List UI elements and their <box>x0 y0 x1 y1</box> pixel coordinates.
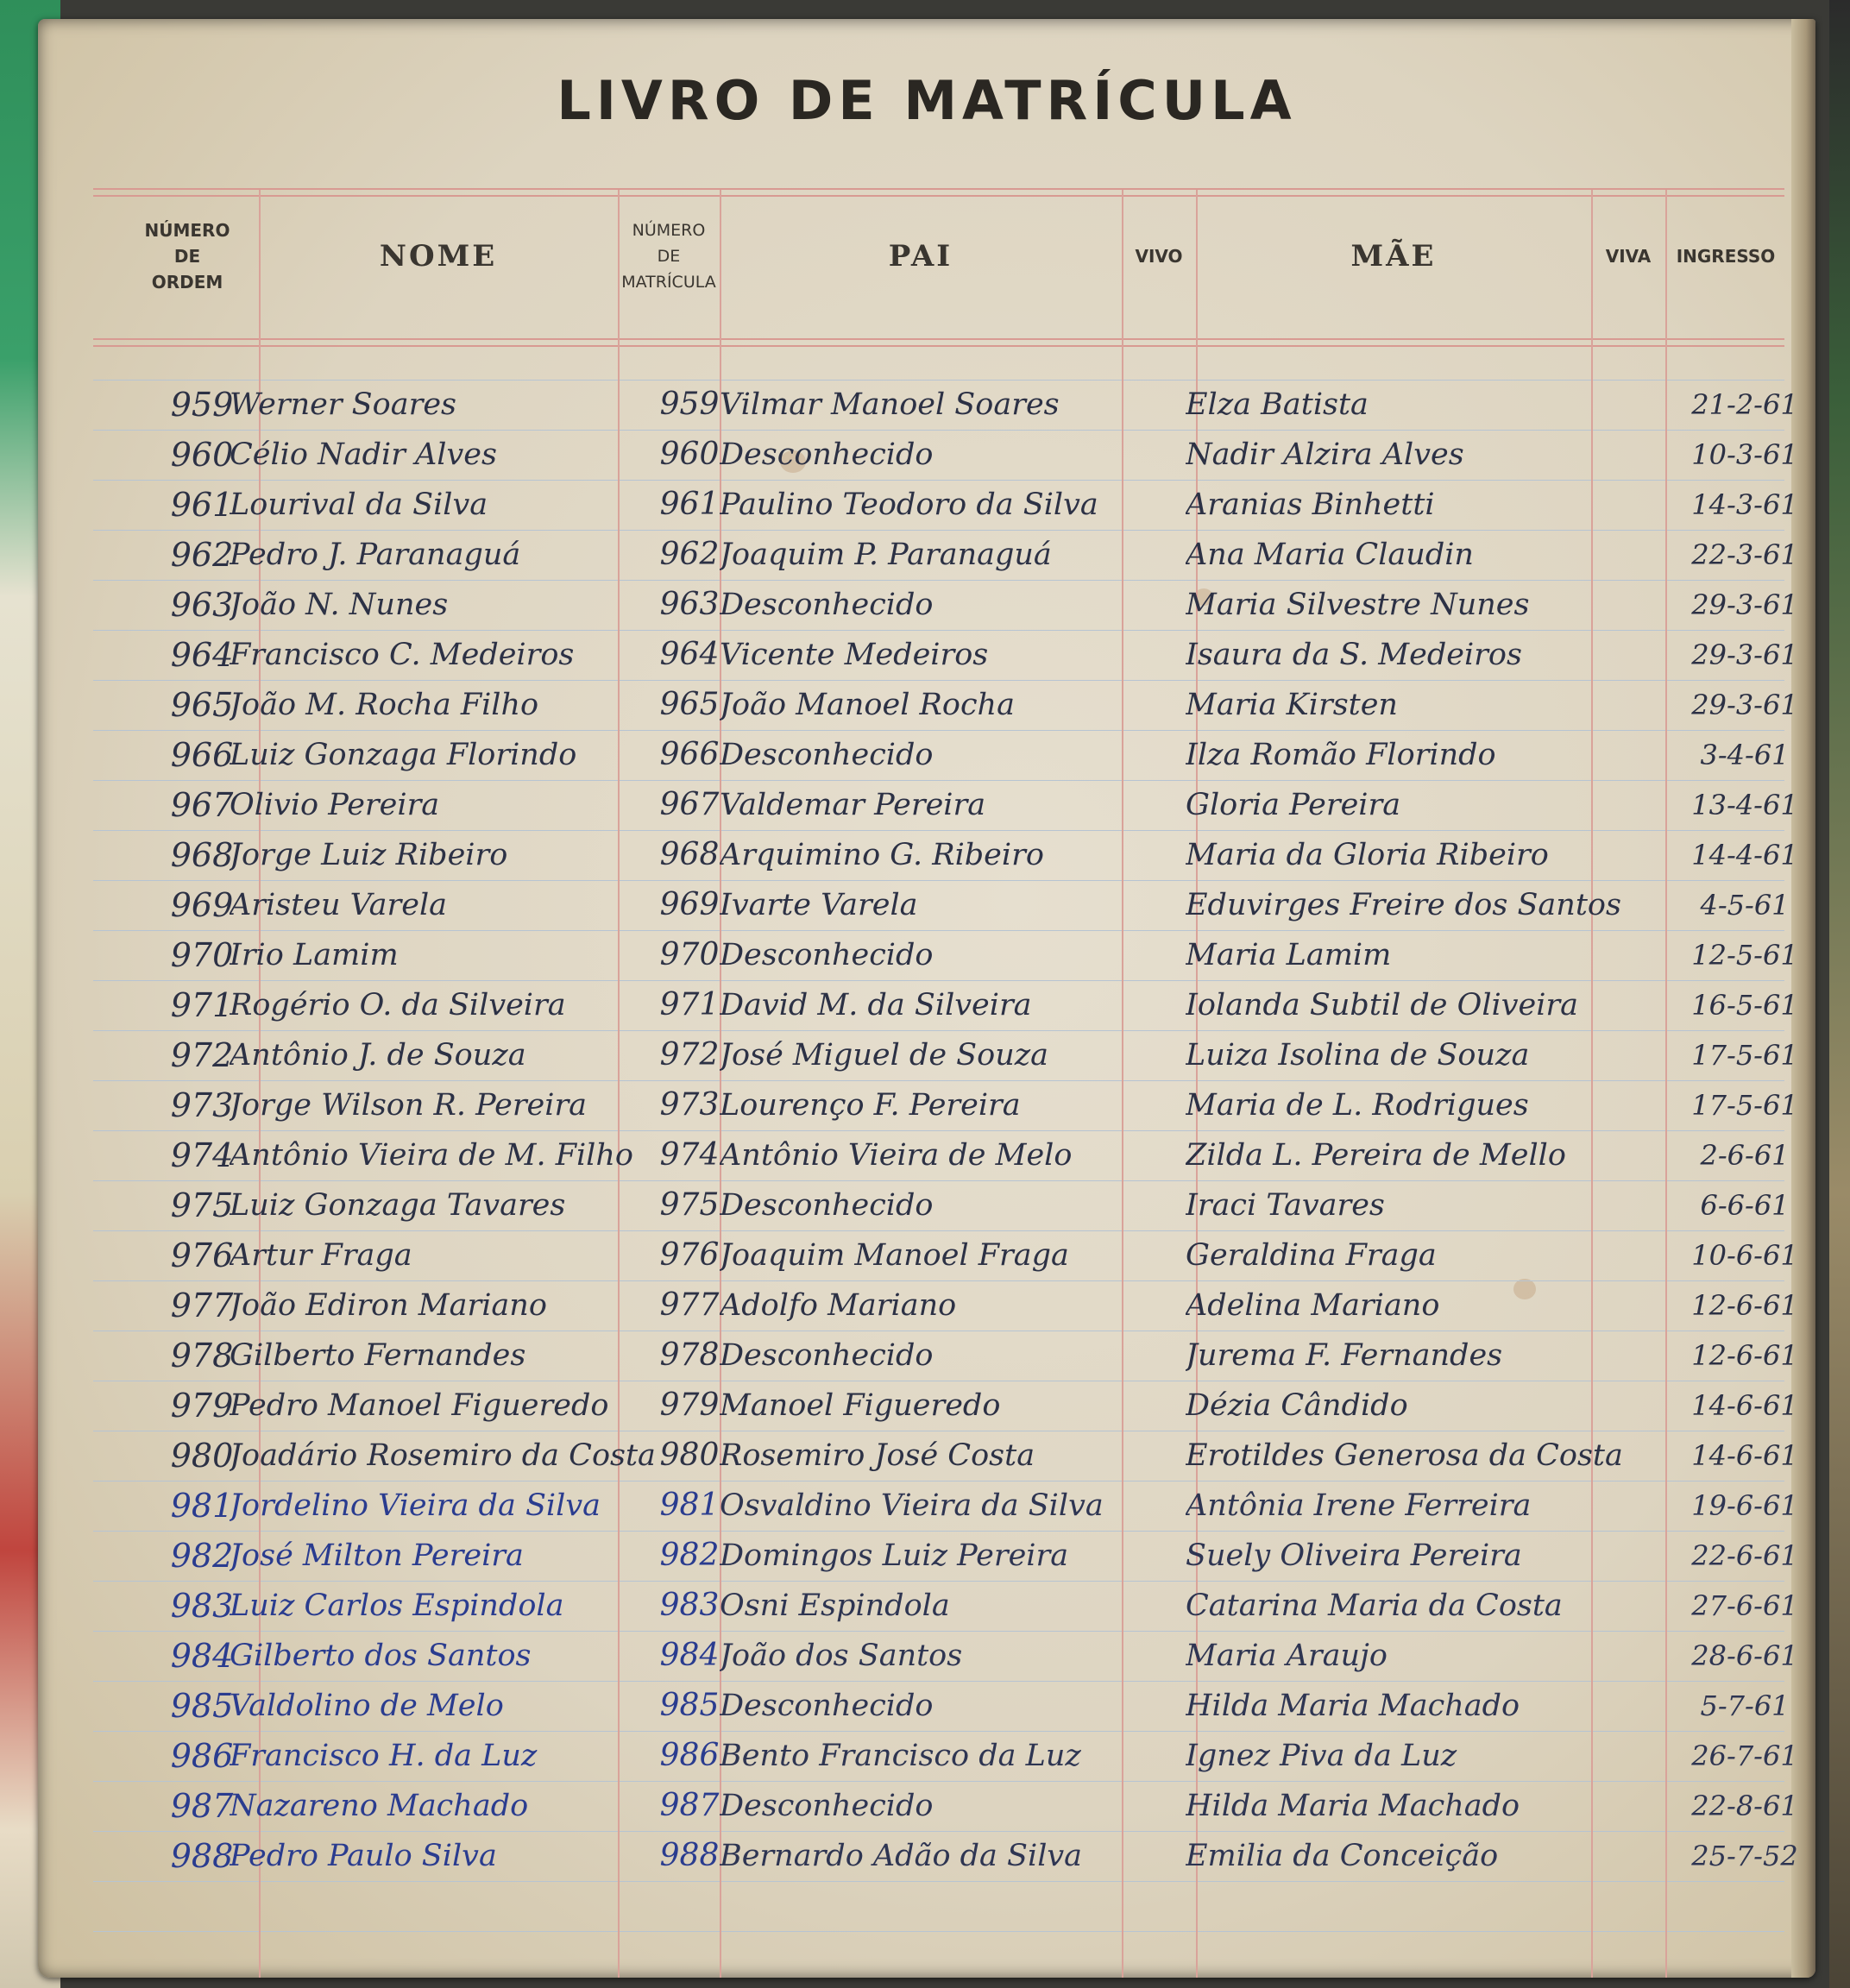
cell-ingresso: 28-6-61 <box>1691 1639 1798 1672</box>
cell-pai: Domingos Luiz Pereira <box>720 1538 1069 1573</box>
cell-numero-ordem: 986 <box>170 1737 234 1775</box>
cell-mae: Erotildes Generosa da Costa <box>1186 1438 1623 1473</box>
ledger-page <box>38 19 1815 1978</box>
cell-numero-ordem: 980 <box>170 1437 234 1475</box>
cell-mae: Iolanda Subtil de Oliveira <box>1186 988 1578 1022</box>
cell-numero-ordem: 988 <box>170 1837 234 1875</box>
cell-ingresso: 19-6-61 <box>1691 1489 1798 1522</box>
cell-numero-ordem: 974 <box>170 1136 234 1174</box>
cell-mae: Hilda Maria Machado <box>1186 1789 1520 1823</box>
cell-numero-matricula: 969 <box>659 887 720 922</box>
cell-pai: Valdemar Pereira <box>720 788 986 822</box>
cell-numero-ordem: 968 <box>170 836 234 874</box>
table-row <box>38 380 1815 430</box>
header-top-rule-double <box>93 195 1784 197</box>
cell-mae: Nadir Alzira Alves <box>1186 437 1464 472</box>
cell-numero-matricula: 974 <box>659 1137 720 1173</box>
background-fabric-right <box>1829 0 1850 1988</box>
table-row <box>38 1431 1815 1481</box>
cell-mae: Jurema F. Fernandes <box>1186 1338 1503 1373</box>
cell-numero-matricula: 959 <box>659 387 720 422</box>
table-row <box>38 580 1815 630</box>
cell-nome: Gilberto dos Santos <box>230 1639 532 1673</box>
cell-numero-matricula: 977 <box>659 1287 720 1323</box>
table-row <box>38 530 1815 580</box>
cell-pai: Desconhecido <box>720 588 934 622</box>
cell-ingresso: 29-3-61 <box>1691 588 1798 621</box>
table-row <box>38 1180 1815 1230</box>
cell-mae: Antônia Irene Ferreira <box>1186 1488 1532 1523</box>
cell-numero-matricula: 976 <box>659 1237 720 1273</box>
cell-nome: Antônio Vieira de M. Filho <box>230 1138 633 1173</box>
cell-nome: Luiz Gonzaga Tavares <box>230 1188 566 1223</box>
cell-mae: Isaura da S. Medeiros <box>1186 638 1522 672</box>
cell-mae: Geraldina Fraga <box>1186 1238 1437 1273</box>
table-row <box>38 1481 1815 1531</box>
cell-numero-ordem: 971 <box>170 986 234 1024</box>
cell-ingresso: 14-4-61 <box>1691 839 1798 871</box>
cell-ingresso: 10-6-61 <box>1691 1239 1798 1272</box>
cell-pai: Desconhecido <box>720 1689 934 1723</box>
cell-ingresso: 6-6-61 <box>1700 1189 1790 1222</box>
header-top-rule <box>93 188 1784 190</box>
cell-numero-matricula: 960 <box>659 437 720 472</box>
cell-nome: Werner Soares <box>230 387 456 422</box>
ruled-line <box>93 1931 1784 1932</box>
cell-numero-ordem: 975 <box>170 1186 234 1224</box>
cell-numero-matricula: 987 <box>659 1788 720 1823</box>
cell-mae: Ana Maria Claudin <box>1186 538 1474 572</box>
table-row <box>38 880 1815 930</box>
table-row <box>38 1831 1815 1881</box>
table-row <box>38 1331 1815 1381</box>
cell-nome: Valdolino de Melo <box>230 1689 504 1723</box>
cell-numero-matricula: 983 <box>659 1588 720 1623</box>
cell-numero-matricula: 981 <box>659 1488 720 1523</box>
cell-ingresso: 14-3-61 <box>1691 488 1798 521</box>
table-row <box>38 1531 1815 1581</box>
cell-ingresso: 17-5-61 <box>1691 1039 1798 1072</box>
cell-nome: Jordelino Vieira da Silva <box>230 1488 601 1523</box>
cell-numero-matricula: 979 <box>659 1387 720 1423</box>
cell-pai: João dos Santos <box>720 1639 963 1673</box>
cell-numero-ordem: 965 <box>170 686 234 724</box>
cell-pai: Paulino Teodoro da Silva <box>720 488 1098 522</box>
table-row <box>38 1581 1815 1631</box>
cell-numero-ordem: 979 <box>170 1387 234 1425</box>
cell-pai: Vilmar Manoel Soares <box>720 387 1060 422</box>
cell-numero-ordem: 959 <box>170 386 234 424</box>
cell-ingresso: 22-8-61 <box>1691 1790 1798 1822</box>
header-mae: MÃE <box>1350 239 1437 274</box>
table-row <box>38 1080 1815 1130</box>
cell-nome: Pedro J. Paranaguá <box>230 538 521 572</box>
cell-numero-ordem: 973 <box>170 1086 234 1124</box>
cell-numero-matricula: 972 <box>659 1037 720 1073</box>
cell-pai: David M. da Silveira <box>720 988 1032 1022</box>
cell-ingresso: 17-5-61 <box>1691 1089 1798 1122</box>
cell-nome: Luiz Gonzaga Florindo <box>230 738 577 772</box>
cell-numero-ordem: 966 <box>170 736 234 774</box>
cell-nome: Lourival da Silva <box>230 488 488 522</box>
cell-pai: Lourenço F. Pereira <box>720 1088 1021 1123</box>
cell-nome: Artur Fraga <box>230 1238 412 1273</box>
cell-nome: Pedro Manoel Figueredo <box>230 1388 609 1423</box>
cell-ingresso: 22-3-61 <box>1691 538 1798 571</box>
cell-mae: Emilia da Conceição <box>1186 1839 1499 1873</box>
cell-pai: Joaquim Manoel Fraga <box>720 1238 1069 1273</box>
cell-pai: Rosemiro José Costa <box>720 1438 1035 1473</box>
cell-mae: Luiza Isolina de Souza <box>1186 1038 1530 1073</box>
cell-nome: Nazareno Machado <box>230 1789 529 1823</box>
cell-numero-matricula: 984 <box>659 1638 720 1673</box>
cell-nome: Irio Lamim <box>230 938 399 972</box>
table-row <box>38 1631 1815 1681</box>
table-row <box>38 1230 1815 1280</box>
cell-nome: Antônio J. de Souza <box>230 1038 526 1073</box>
header-matricula: NÚMERO DE MATRÍCULA <box>621 221 716 292</box>
cell-nome: Pedro Paulo Silva <box>230 1839 497 1873</box>
table-row <box>38 1030 1815 1080</box>
table-row <box>38 730 1815 780</box>
table-row <box>38 630 1815 680</box>
cell-ingresso: 14-6-61 <box>1691 1439 1798 1472</box>
table-row <box>38 1781 1815 1831</box>
cell-pai: Manoel Figueredo <box>720 1388 1001 1423</box>
header-viva: VIVA <box>1605 246 1652 267</box>
cell-numero-matricula: 961 <box>659 487 720 522</box>
cell-ingresso: 5-7-61 <box>1700 1689 1790 1722</box>
ruled-line <box>93 1881 1784 1882</box>
cell-numero-matricula: 970 <box>659 937 720 972</box>
cell-ingresso: 16-5-61 <box>1691 989 1798 1022</box>
cell-numero-ordem: 984 <box>170 1637 234 1675</box>
cell-pai: Desconhecido <box>720 1338 934 1373</box>
cell-mae: Eduvirges Freire dos Santos <box>1186 888 1621 922</box>
table-row <box>38 1681 1815 1731</box>
header-ordem: NÚMERO DE ORDEM <box>144 220 230 293</box>
cell-ingresso: 29-3-61 <box>1691 689 1798 721</box>
cell-numero-ordem: 970 <box>170 936 234 974</box>
cell-pai: José Miguel de Souza <box>720 1038 1049 1073</box>
cell-pai: Desconhecido <box>720 1188 934 1223</box>
cell-numero-matricula: 967 <box>659 787 720 822</box>
cell-nome: Gilberto Fernandes <box>230 1338 526 1373</box>
cell-mae: Ilza Romão Florindo <box>1186 738 1496 772</box>
table-row <box>38 780 1815 830</box>
cell-mae: Catarina Maria da Costa <box>1186 1589 1563 1623</box>
table-row <box>38 1381 1815 1431</box>
cell-numero-ordem: 981 <box>170 1487 234 1525</box>
cell-pai: Bernardo Adão da Silva <box>720 1839 1083 1873</box>
cell-pai: Desconhecido <box>720 738 934 772</box>
table-row <box>38 1130 1815 1180</box>
cell-pai: Vicente Medeiros <box>720 638 989 672</box>
cell-numero-ordem: 969 <box>170 886 234 924</box>
cell-pai: Osvaldino Vieira da Silva <box>720 1488 1104 1523</box>
cell-mae: Maria Kirsten <box>1186 688 1398 722</box>
table-row <box>38 680 1815 730</box>
cell-numero-matricula: 982 <box>659 1538 720 1573</box>
ledger-title: LIVRO DE MATRÍCULA <box>557 69 1297 132</box>
cell-nome: Luiz Carlos Espindola <box>230 1589 564 1623</box>
cell-ingresso: 26-7-61 <box>1691 1740 1798 1772</box>
cell-numero-matricula: 985 <box>659 1688 720 1723</box>
cell-numero-matricula: 965 <box>659 687 720 722</box>
cell-mae: Iraci Tavares <box>1186 1188 1385 1223</box>
cell-mae: Elza Batista <box>1186 387 1369 422</box>
table-row <box>38 930 1815 980</box>
cell-numero-ordem: 960 <box>170 436 234 474</box>
cell-numero-matricula: 978 <box>659 1337 720 1373</box>
cell-nome: João M. Rocha Filho <box>230 688 539 722</box>
header-bottom-rule-double <box>93 345 1784 347</box>
cell-pai: Arquimino G. Ribeiro <box>720 838 1044 872</box>
cell-numero-ordem: 982 <box>170 1537 234 1575</box>
cell-nome: Aristeu Varela <box>230 888 448 922</box>
header-pai: PAI <box>888 239 953 274</box>
header-ingresso: INGRESSO <box>1676 246 1776 267</box>
cell-numero-matricula: 968 <box>659 837 720 872</box>
cell-pai: Desconhecido <box>720 1789 934 1823</box>
cell-numero-ordem: 964 <box>170 636 234 674</box>
table-row <box>38 1731 1815 1781</box>
cell-nome: José Milton Pereira <box>230 1538 524 1573</box>
cell-ingresso: 14-6-61 <box>1691 1389 1798 1422</box>
cell-numero-ordem: 977 <box>170 1287 234 1324</box>
cell-pai: Osni Espindola <box>720 1589 950 1623</box>
cell-ingresso: 13-4-61 <box>1691 789 1798 821</box>
cell-numero-matricula: 963 <box>659 587 720 622</box>
cell-mae: Maria da Gloria Ribeiro <box>1186 838 1549 872</box>
cell-ingresso: 25-7-52 <box>1691 1840 1798 1872</box>
cell-ingresso: 4-5-61 <box>1700 889 1790 922</box>
cell-nome: Joadário Rosemiro da Costa <box>230 1438 656 1473</box>
cell-mae: Dézia Cândido <box>1186 1388 1408 1423</box>
cell-pai: Bento Francisco da Luz <box>720 1739 1081 1773</box>
header-vivo: VIVO <box>1135 246 1183 267</box>
cell-ingresso: 12-6-61 <box>1691 1289 1798 1322</box>
cell-numero-ordem: 961 <box>170 486 234 524</box>
cell-ingresso: 10-3-61 <box>1691 438 1798 471</box>
cell-pai: Ivarte Varela <box>720 888 918 922</box>
table-row <box>38 980 1815 1030</box>
cell-ingresso: 21-2-61 <box>1691 388 1798 421</box>
cell-nome: João N. Nunes <box>230 588 449 622</box>
cell-numero-ordem: 976 <box>170 1236 234 1274</box>
cell-mae: Adelina Mariano <box>1186 1288 1440 1323</box>
cell-numero-matricula: 966 <box>659 737 720 772</box>
table-row <box>38 830 1815 880</box>
cell-numero-matricula: 973 <box>659 1087 720 1123</box>
cell-numero-ordem: 962 <box>170 536 234 574</box>
cell-numero-matricula: 980 <box>659 1438 720 1473</box>
cell-numero-matricula: 964 <box>659 637 720 672</box>
cell-numero-matricula: 975 <box>659 1187 720 1223</box>
table-row <box>38 1280 1815 1331</box>
cell-mae: Zilda L. Pereira de Mello <box>1186 1138 1566 1173</box>
cell-mae: Maria Araujo <box>1186 1639 1388 1673</box>
cell-numero-matricula: 971 <box>659 987 720 1022</box>
cell-numero-matricula: 986 <box>659 1738 720 1773</box>
cell-pai: Joaquim P. Paranaguá <box>720 538 1052 572</box>
cell-ingresso: 22-6-61 <box>1691 1539 1798 1572</box>
cell-pai: Desconhecido <box>720 437 934 472</box>
table-row <box>38 430 1815 480</box>
cell-mae: Aranias Binhetti <box>1186 488 1435 522</box>
cell-nome: Olivio Pereira <box>230 788 440 822</box>
cell-mae: Maria Lamim <box>1186 938 1392 972</box>
cell-mae: Suely Oliveira Pereira <box>1186 1538 1522 1573</box>
cell-ingresso: 3-4-61 <box>1700 739 1790 771</box>
cell-nome: João Ediron Mariano <box>230 1288 547 1323</box>
cell-nome: Francisco C. Medeiros <box>230 638 575 672</box>
cell-ingresso: 27-6-61 <box>1691 1589 1798 1622</box>
cell-ingresso: 12-5-61 <box>1691 939 1798 972</box>
cell-numero-ordem: 978 <box>170 1337 234 1375</box>
header-bottom-rule <box>93 338 1784 340</box>
cell-numero-matricula: 962 <box>659 537 720 572</box>
cell-nome: Francisco H. da Luz <box>230 1739 538 1773</box>
cell-pai: João Manoel Rocha <box>720 688 1015 722</box>
cell-numero-ordem: 987 <box>170 1787 234 1825</box>
cell-mae: Gloria Pereira <box>1186 788 1401 822</box>
cell-nome: Jorge Luiz Ribeiro <box>230 838 508 872</box>
table-row <box>38 480 1815 530</box>
cell-nome: Rogério O. da Silveira <box>230 988 566 1022</box>
cell-numero-ordem: 972 <box>170 1036 234 1074</box>
cell-ingresso: 2-6-61 <box>1700 1139 1790 1172</box>
cell-numero-ordem: 963 <box>170 586 234 624</box>
cell-pai: Antônio Vieira de Melo <box>720 1138 1073 1173</box>
cell-numero-ordem: 967 <box>170 786 234 824</box>
cell-pai: Adolfo Mariano <box>720 1288 957 1323</box>
cell-nome: Célio Nadir Alves <box>230 437 497 472</box>
cell-mae: Maria de L. Rodrigues <box>1186 1088 1529 1123</box>
cell-mae: Maria Silvestre Nunes <box>1186 588 1530 622</box>
cell-nome: Jorge Wilson R. Pereira <box>230 1088 588 1123</box>
cell-mae: Ignez Piva da Luz <box>1186 1739 1457 1773</box>
cell-numero-matricula: 988 <box>659 1838 720 1873</box>
cell-numero-ordem: 983 <box>170 1587 234 1625</box>
cell-ingresso: 12-6-61 <box>1691 1339 1798 1372</box>
header-nome: NOME <box>379 239 498 274</box>
cell-pai: Desconhecido <box>720 938 934 972</box>
cell-numero-ordem: 985 <box>170 1687 234 1725</box>
cell-ingresso: 29-3-61 <box>1691 639 1798 671</box>
cell-mae: Hilda Maria Machado <box>1186 1689 1520 1723</box>
